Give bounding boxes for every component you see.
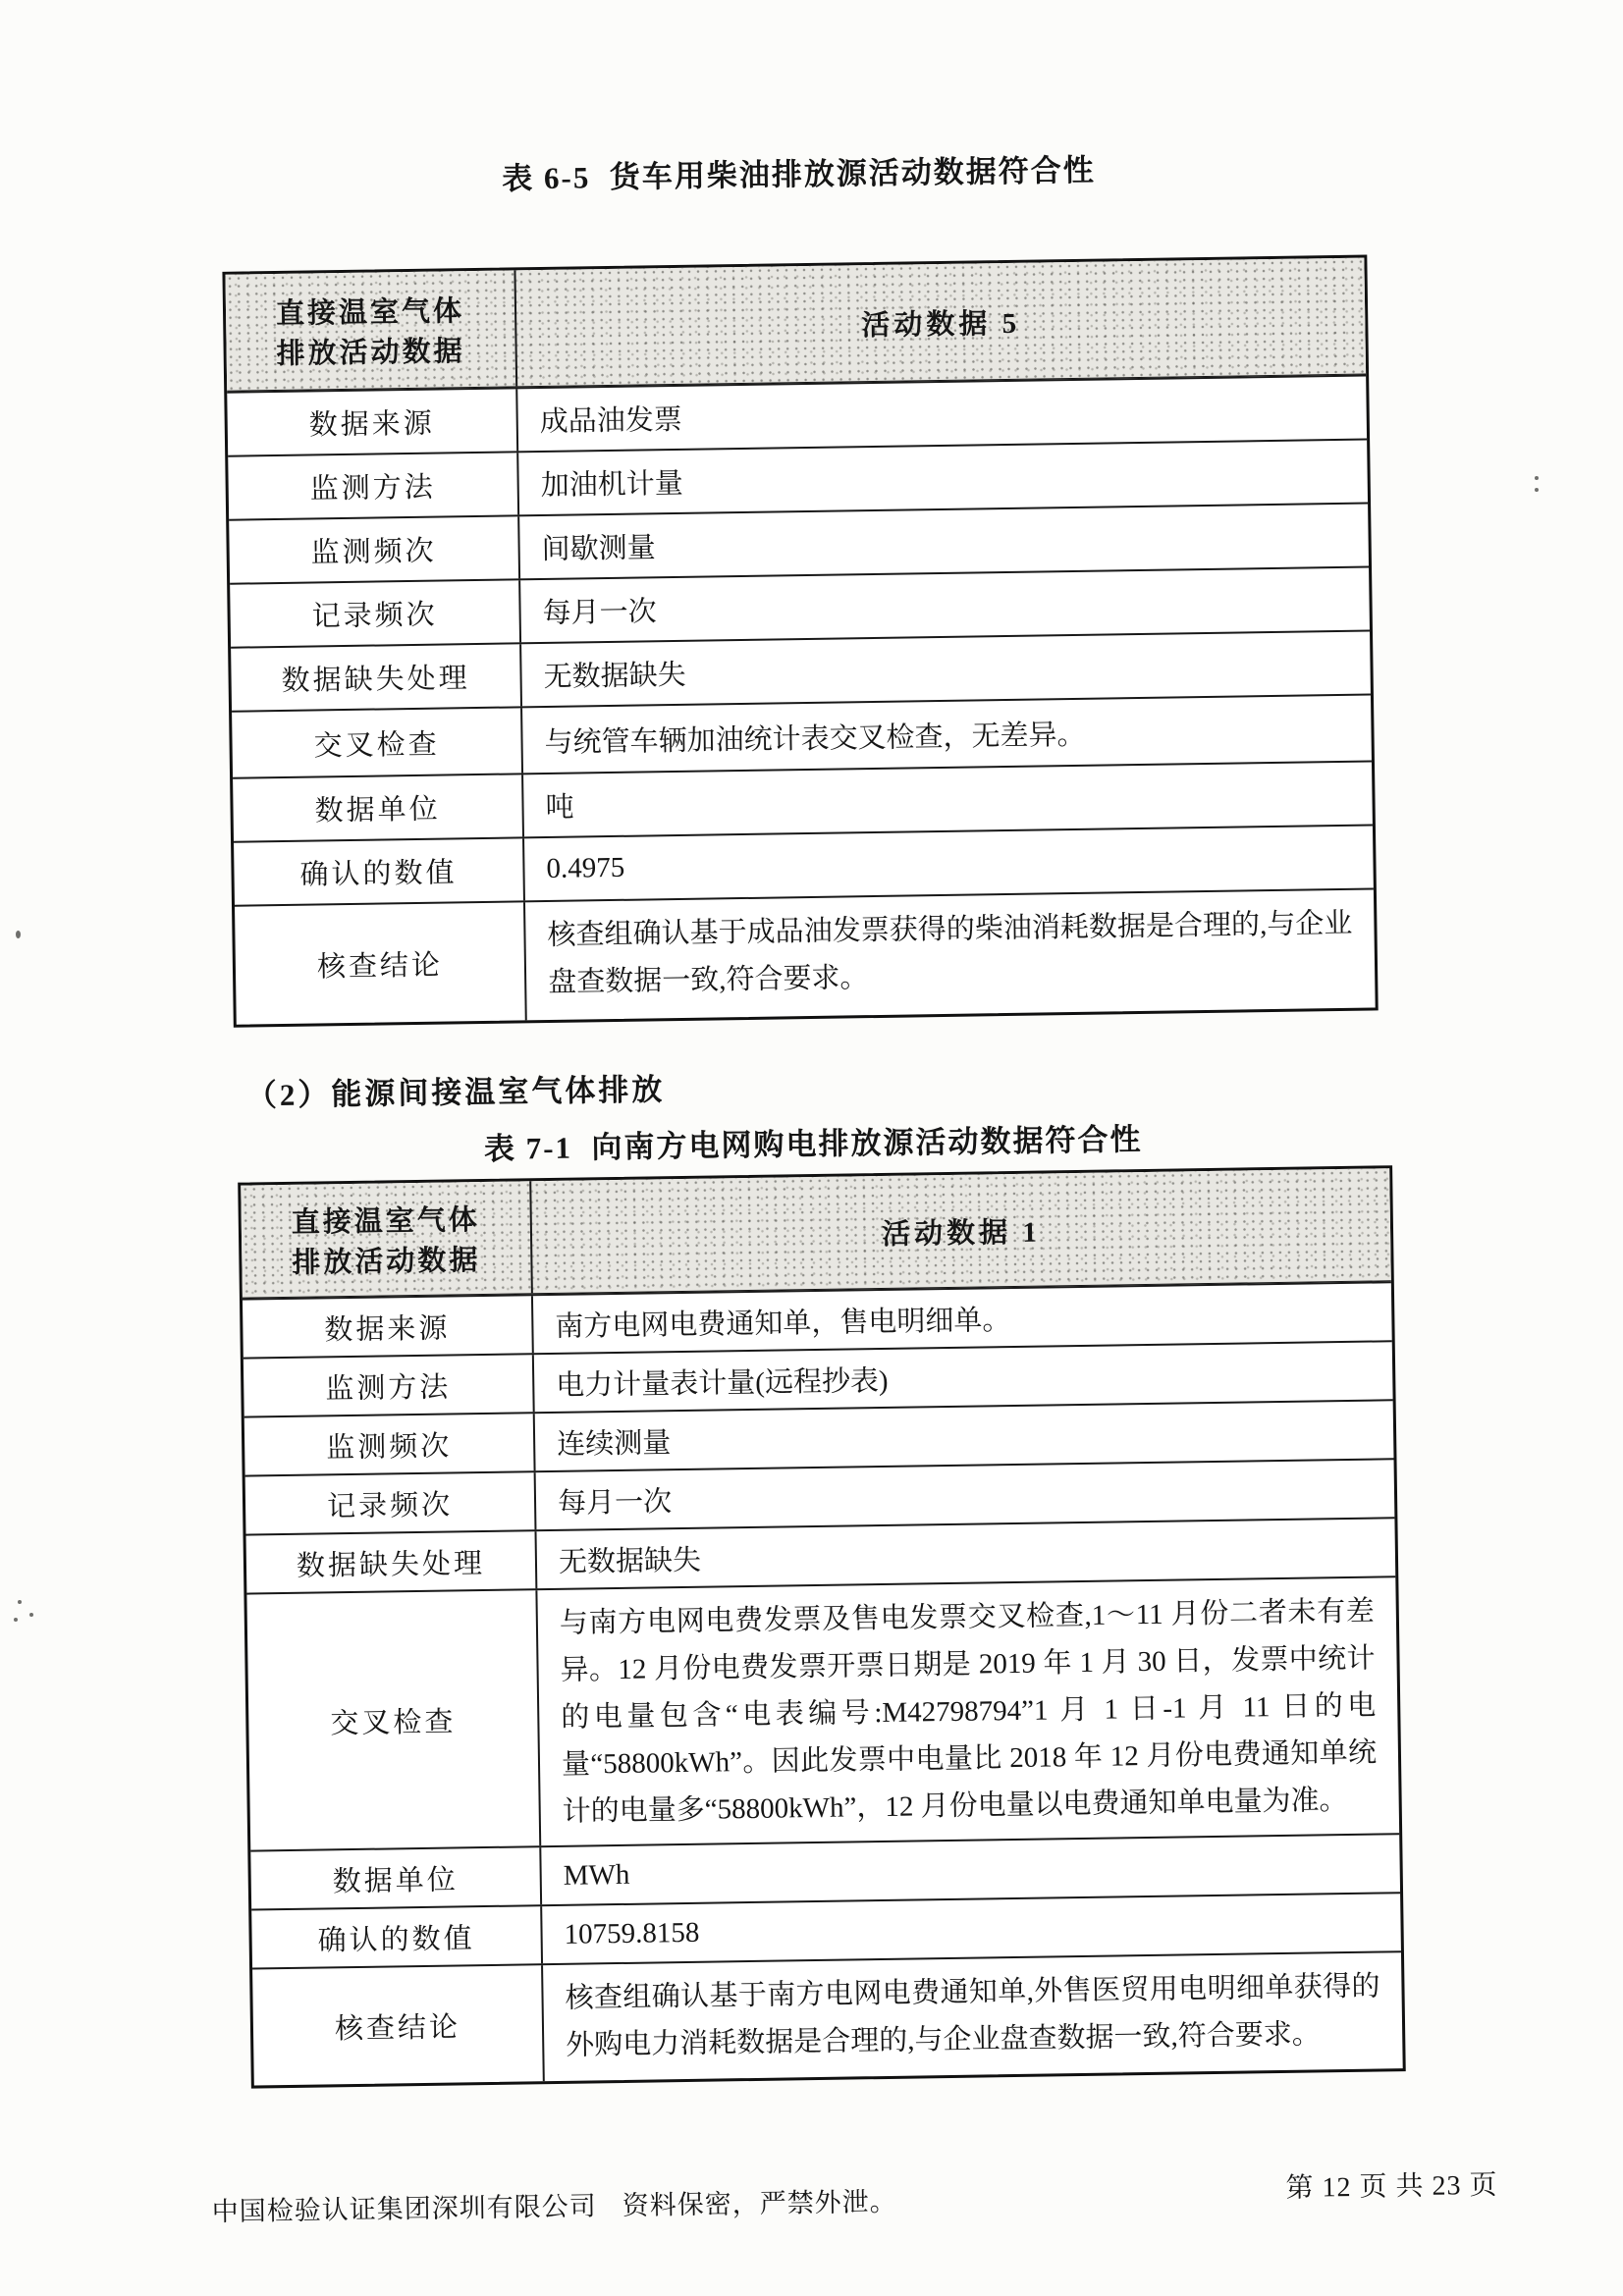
table-6-5-header-col2: 活动数据 5 bbox=[861, 307, 1021, 342]
header-col1-line2: 排放活动数据 bbox=[292, 1245, 481, 1279]
header-col1-line1: 直接温室气体 bbox=[275, 295, 465, 331]
row-label: 交叉检查 bbox=[232, 708, 523, 776]
scan-speck bbox=[1535, 488, 1539, 492]
row-label: 数据来源 bbox=[227, 389, 518, 454]
row-value: 每月一次 bbox=[557, 1485, 673, 1520]
row-value: 核查组确认基于成品油发票获得的柴油消耗数据是合理的,与企业盘查数据一致,符合要求。 bbox=[547, 907, 1353, 998]
row-label: 核查结论 bbox=[252, 1965, 545, 2085]
footer-company: 中国检验认证集团深圳有限公司 bbox=[211, 2191, 597, 2227]
header-col1-line2: 排放活动数据 bbox=[276, 336, 465, 371]
row-label: 确认的数值 bbox=[251, 1906, 543, 1967]
row-label: 数据单位 bbox=[250, 1847, 542, 1908]
row-value: 无数据缺失 bbox=[558, 1544, 702, 1578]
table-7-1-header-col2: 活动数据 1 bbox=[881, 1216, 1042, 1251]
row-value: 与统管车辆加油统计表交叉检查，无差异。 bbox=[544, 719, 1086, 759]
row-label: 监测频次 bbox=[229, 516, 520, 582]
row-value: 加油机计量 bbox=[540, 467, 683, 503]
row-label: 监测方法 bbox=[243, 1355, 535, 1415]
row-value: 与南方电网电费发票及售电发票交叉检查,1～11 月份二者未有差异。12 月份电费发票开票日期是 2019 年 1 月 30 日，发票中统计的电量包含“电表编号:M42798794”1 月 1 日-1 月 11 日的电量“58800kWh”。因此发票中电量比 2018 年 12 月份电费通知单统计的电量多“58800kWh”，12 月份电量以电费通知单电量为准。 bbox=[559, 1595, 1378, 1828]
row-label: 监测方法 bbox=[228, 453, 519, 518]
header-col1-line1: 直接温室气体 bbox=[291, 1204, 481, 1239]
table-6-5-header-row bbox=[225, 258, 1366, 392]
row-value: 10759.8158 bbox=[564, 1916, 700, 1950]
scan-speck bbox=[18, 1600, 22, 1604]
table-7-1-header-row bbox=[241, 1168, 1391, 1298]
table-7-1-title: 表 7-1 向南方电网购电排放源活动数据符合性 bbox=[483, 1122, 1143, 1166]
row-label: 数据缺失处理 bbox=[231, 644, 522, 710]
row-label: 核查结论 bbox=[235, 902, 527, 1024]
scan-speck bbox=[14, 1618, 18, 1622]
row-value: 成品油发票 bbox=[539, 403, 682, 439]
row-verification-conclusion bbox=[252, 1950, 1403, 2085]
row-value: 无数据缺失 bbox=[543, 659, 686, 694]
row-value: 0.4975 bbox=[546, 851, 625, 884]
scan-speck bbox=[16, 931, 21, 938]
row-value: 间歇测量 bbox=[541, 532, 656, 566]
row-label: 记录频次 bbox=[245, 1472, 537, 1533]
row-label: 数据缺失处理 bbox=[246, 1531, 538, 1592]
scan-speck bbox=[1535, 476, 1539, 480]
row-label: 监测频次 bbox=[244, 1414, 536, 1474]
row-label: 记录频次 bbox=[230, 580, 521, 646]
footer-confidentiality-notice: 资料保密，严禁外泄。 bbox=[622, 2186, 897, 2220]
row-label: 数据单位 bbox=[233, 774, 524, 840]
row-value: 吨 bbox=[545, 791, 574, 824]
table-6-5-title: 表 6-5 货车用柴油排放源活动数据符合性 bbox=[501, 152, 1097, 196]
row-value: 核查组确认基于南方电网电费通知单,外售医贸用电明细单获得的外购电力消耗数据是合理的,与企业盘查数据一致,符合要求。 bbox=[565, 1970, 1380, 2061]
table-6-5 bbox=[222, 255, 1378, 1028]
row-value: 每月一次 bbox=[542, 596, 657, 630]
row-label: 交叉检查 bbox=[246, 1590, 541, 1849]
table-7-1 bbox=[238, 1165, 1406, 2088]
section-heading: （2）能源间接温室气体排放 bbox=[245, 1072, 666, 1113]
scan-speck bbox=[29, 1613, 33, 1617]
table-7-1-header-col1 bbox=[241, 1181, 533, 1297]
row-verification-conclusion bbox=[235, 887, 1376, 1024]
row-label: 确认的数值 bbox=[234, 838, 525, 904]
footer-page-number: 第 12 页 共 23 页 bbox=[1285, 2169, 1498, 2204]
row-value: 南方电网电费通知单，售电明细单。 bbox=[555, 1304, 1011, 1343]
row-value: 连续测量 bbox=[556, 1426, 672, 1461]
row-value: 电力计量表计量(远程抄表) bbox=[556, 1364, 889, 1402]
row-value: MWh bbox=[563, 1858, 630, 1892]
row-label: 数据来源 bbox=[243, 1296, 534, 1357]
row-cross-check bbox=[246, 1575, 1399, 1849]
table-6-5-header-col1 bbox=[225, 270, 517, 390]
